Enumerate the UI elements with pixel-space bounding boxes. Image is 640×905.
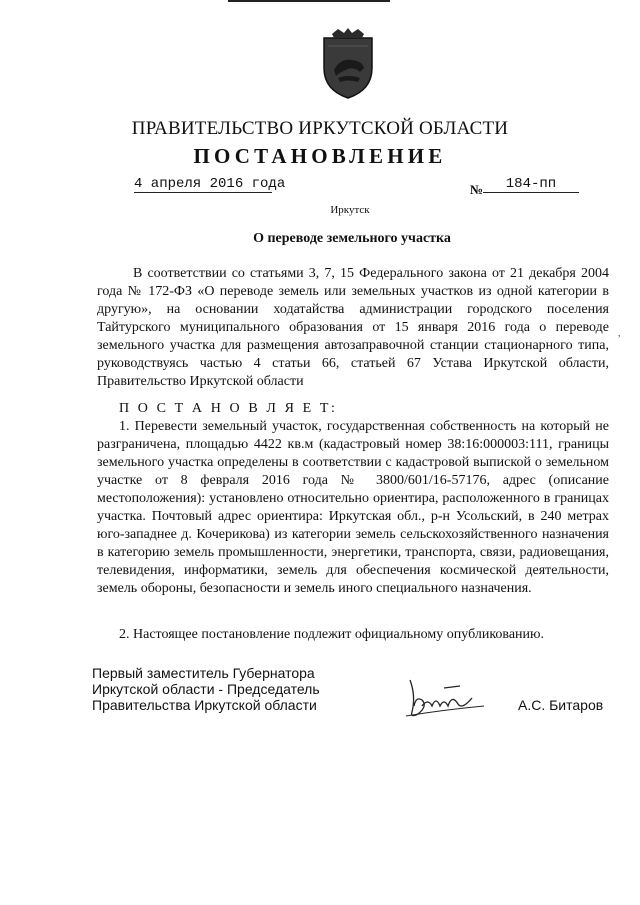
document-date: 4 апреля 2016 года (134, 176, 286, 192)
top-edge-line (228, 0, 390, 2)
margin-mark: , (618, 328, 621, 339)
item-1-paragraph: 1. Перевести земельный участок, государственная собственность на который не разграничена, площадью 4422 кв.м (кадастровый номер 38:16:000003:111, границы земельного участка определены в соответствии с кадастровой выпиской о земельном участке от 8 февраля 2016 года № 3800/601/16-57176, адрес (описание местоположения): установлено относительно ориентира, расположенного в границах участка. Почтовый адрес ориентира: Иркутская обл., р-н Усольский, в 240 метрах юго-западнее д. Кочерикова) из категории земель сельскохозяйственного назначения в категорию земель промышленности, энергетики, транспорта, связи, радиовещания, телевидения, информатики, земель для обеспечения космической деятельности, земель обороны, безопасности и земель иного специального назначения. (97, 419, 609, 596)
signer-position (92, 665, 342, 713)
signer-position-line-1: Первый заместитель Губернатора (92, 665, 315, 681)
signer-position-line-3: Правительства Иркутской области (92, 697, 317, 713)
decree-word: П О С Т А Н О В Л Я Е Т: (119, 401, 338, 416)
document-subject: О переводе земельного участка (253, 231, 451, 246)
organization-name: ПРАВИТЕЛЬСТВО ИРКУТСКОЙ ОБЛАСТИ (131, 118, 509, 139)
preamble-paragraph: В соответствии со статьями 3, 7, 15 Федерального закона от 21 декабря 2004 года № 172-ФЗ «О переводе земель или земельных участков из одной категории в другую», на основании ходатайства администрации городского поселения Тайтурского муниципального образования от 15 января 2016 года о переводе земельного участка для размещения автозаправочной станции стационарного типа, руководствуясь частью 4 статьи 66, статьей 67 Устава Иркутской области, Правительство Иркутской области (97, 266, 609, 389)
signer-position-line-2: Иркутской области - Председатель (92, 681, 320, 697)
coat-of-arms-icon (318, 28, 378, 100)
document-number: 184-пп (483, 176, 579, 193)
signer-name: А.С. Битаров (518, 697, 604, 713)
item-2-paragraph: 2. Настоящее постановление подлежит официальному опубликованию. (119, 627, 544, 642)
city-name: Иркутск (330, 204, 370, 216)
number-label: № (470, 182, 484, 197)
handwritten-signature-icon (402, 676, 488, 722)
document-type: ПОСТАНОВЛЕНИЕ (193, 144, 447, 168)
